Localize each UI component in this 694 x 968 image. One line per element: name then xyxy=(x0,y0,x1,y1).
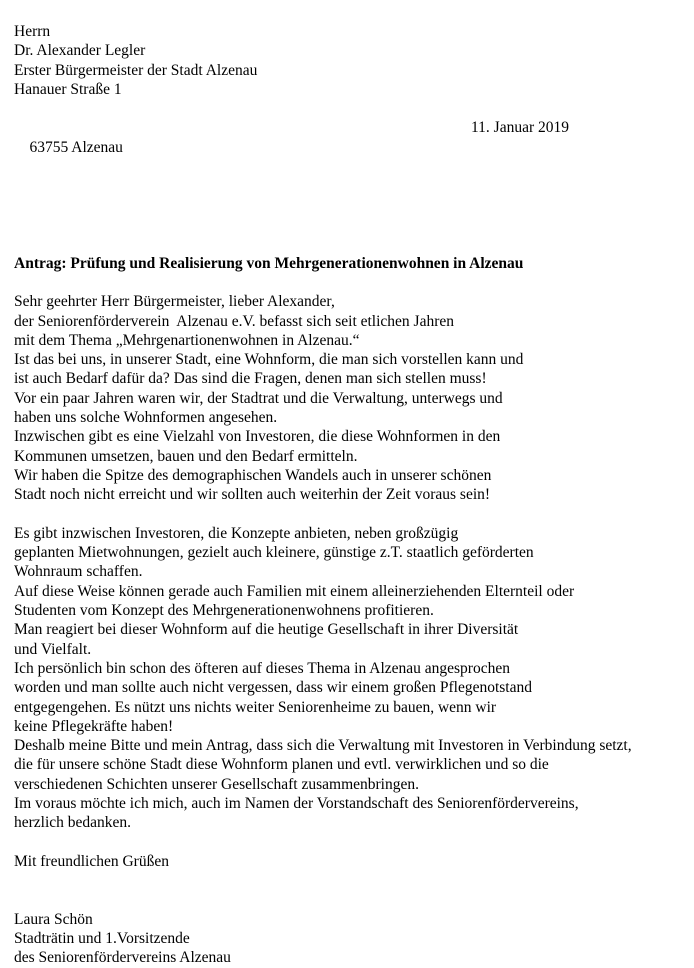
signature-line: Laura Schön xyxy=(14,910,93,928)
body-line: verschiedenen Schichten unserer Gesellschaft zusammenbringen. xyxy=(14,775,419,793)
body-line: und Vielfalt. xyxy=(14,640,92,658)
body-paragraph-1 xyxy=(14,292,694,504)
signature-block xyxy=(14,910,694,968)
closing-salutation: Mit freundlichen Grüßen xyxy=(14,852,169,870)
body-line: ist auch Bedarf dafür da? Das sind die Fragen, denen man sich stellen muss! xyxy=(14,370,487,388)
body-line: Man reagiert bei dieser Wohnform auf die heutige Gesellschaft in ihrer Diversität xyxy=(14,621,519,639)
body-line: Ich persönlich bin schon des öfteren auf dieses Thema in Alzenau angesprochen xyxy=(14,659,510,677)
body-line: der Seniorenförderverein Alzenau e.V. befasst sich seit etlichen Jahren xyxy=(14,312,455,330)
body-line: geplanten Mietwohnungen, gezielt auch kleinere, günstige z.T. staatlich geförderten xyxy=(14,544,534,562)
body-line: mit dem Thema „Mehrgenartionenwohnen in Alzenau.“ xyxy=(14,331,360,349)
city-date-row xyxy=(14,118,694,195)
body-line: entgegengehen. Es nützt uns nichts weiter Seniorenheime zu bauen, wenn wir xyxy=(14,698,497,716)
body-line: worden und man sollte auch nicht vergessen, dass wir einem großen Pflegenotstand xyxy=(14,679,532,697)
body-line: keine Pflegekräfte haben! xyxy=(14,717,174,735)
body-line: Wir haben die Spitze des demographischen Wandels auch in unserer schönen xyxy=(14,466,492,484)
sender-city: 63755 Alzenau xyxy=(29,138,123,156)
signature-line: des Seniorenfördervereins Alzenau xyxy=(14,949,231,967)
body-line: Es gibt inzwischen Investoren, die Konzepte anbieten, neben großzügig xyxy=(14,524,459,542)
body-line: Im voraus möchte ich mich, auch im Namen der Vorstandschaft des Seniorenfördervereins, xyxy=(14,794,579,812)
recipient-line: Herrn xyxy=(14,23,51,40)
body-line: Deshalb meine Bitte und mein Antrag, dass sich die Verwaltung mit Investoren in Verbindung setzt, xyxy=(14,737,632,755)
body-line: herzlich bedanken. xyxy=(14,814,132,832)
body-line: Auf diese Weise können gerade auch Familien mit einem alleinerziehenden Elternteil oder xyxy=(14,582,575,600)
body-line: Sehr geehrter Herr Bürgermeister, lieber Alexander, xyxy=(14,293,335,311)
recipient-line: Erster Bürgermeister der Stadt Alzenau xyxy=(14,61,258,79)
body-line: Kommunen umsetzen, bauen und den Bedarf ermitteln. xyxy=(14,447,358,465)
body-line: haben uns solche Wohnformen angesehen. xyxy=(14,409,278,427)
signature-line: Stadträtin und 1.Vorsitzende xyxy=(14,930,190,948)
body-line: Vor ein paar Jahren waren wir, der Stadtrat und die Verwaltung, unterwegs und xyxy=(14,389,503,407)
body-line: die für unsere schöne Stadt diese Wohnform planen und evtl. verwirklichen und so die xyxy=(14,756,549,774)
body-line: Ist das bei uns, in unserer Stadt, eine Wohnform, die man sich vorstellen kann und xyxy=(14,351,524,369)
recipient-line: Hanauer Straße 1 xyxy=(14,80,122,98)
body-line: Stadt noch nicht erreicht und wir sollten auch weiterhin der Zeit voraus sein! xyxy=(14,486,491,504)
body-line: Inzwischen gibt es eine Vielzahl von Investoren, die diese Wohnformen in den xyxy=(14,428,501,446)
subject-line: Antrag: Prüfung und Realisierung von Mehrgenerationenwohnen in Alzenau xyxy=(14,254,524,272)
body-paragraph-2 xyxy=(14,524,694,833)
recipient-line: Dr. Alexander Legler xyxy=(14,42,146,60)
body-line: Wohnraum schaffen. xyxy=(14,563,143,581)
body-line: Studenten vom Konzept des Mehrgenerationenwohnens profitieren. xyxy=(14,602,434,620)
recipient-address-block xyxy=(14,22,694,99)
letter-date: 11. Januar 2019 xyxy=(471,119,570,137)
